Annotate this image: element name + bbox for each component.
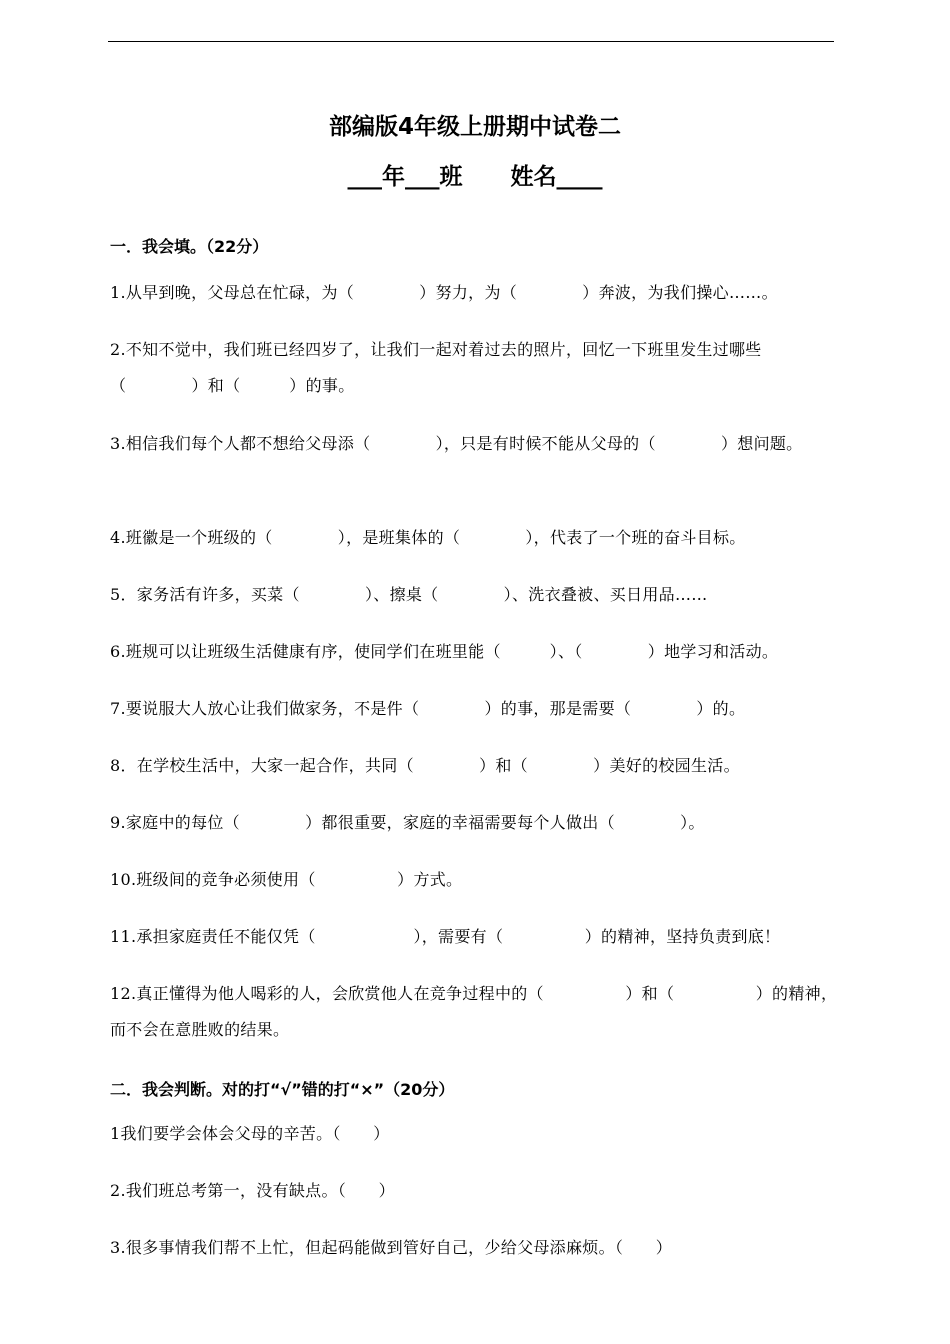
question-9: 9.家庭中的每位（ ）都很重要，家庭的幸福需要每个人做出（ ）。 bbox=[110, 813, 705, 832]
question-1: 1.从早到晚，父母总在忙碌，为（ ）努力，为（ ）奔波，为我们操心……。 bbox=[110, 283, 778, 302]
question-10: 10.班级间的竞争必须使用（ ）方式。 bbox=[110, 870, 463, 889]
section-heading-fill: 一．我会填。（22分） bbox=[110, 237, 269, 256]
question-6: 6.班规可以让班级生活健康有序，使同学们在班里能（ ）、（ ）地学习和活动。 bbox=[110, 642, 779, 661]
question-5: 5．家务活有许多，买菜（ ）、擦桌（ ）、洗衣叠被、买日用品…… bbox=[110, 585, 708, 604]
student-info-line: ___年___班 姓名____ bbox=[347, 164, 603, 190]
header-rule bbox=[108, 41, 834, 42]
judge-question-3: 3.很多事情我们帮不上忙，但起码能做到管好自己，少给父母添麻烦。（ ） bbox=[110, 1238, 673, 1257]
question-4: 4.班徽是一个班级的（ ），是班集体的（ ），代表了一个班的奋斗目标。 bbox=[110, 528, 746, 547]
question-12: 12.真正懂得为他人喝彩的人，会欣赏他人在竞争过程中的（ ）和（ ）的精神，而不会在意胜败的结果。 bbox=[110, 984, 838, 1039]
judge-question-1: 1我们要学会体会父母的辛苦。（ ） bbox=[110, 1124, 390, 1143]
question-3: 3.相信我们每个人都不想给父母添（ ），只是有时候不能从父母的（ ）想问题。 bbox=[110, 434, 803, 453]
question-11: 11.承担家庭责任不能仅凭（ ），需要有（ ）的精神，坚持负责到底！ bbox=[110, 927, 781, 946]
question-8: 8．在学校生活中，大家一起合作，共同（ ）和（ ）美好的校园生活。 bbox=[110, 756, 740, 775]
page-title: 部编版4年级上册期中试卷二 bbox=[328, 114, 621, 140]
judge-question-2: 2.我们班总考第一，没有缺点。（ ） bbox=[110, 1181, 395, 1200]
section-heading-judge: 二．我会判断。对的打“√”错的打“×”（20分） bbox=[110, 1080, 455, 1099]
question-2: 2.不知不觉中，我们班已经四岁了，让我们一起对着过去的照片，回忆一下班里发生过哪些（ ）和（ ）的事。 bbox=[110, 340, 762, 395]
question-7: 7.要说服大人放心让我们做家务，不是件（ ）的事，那是需要（ ）的。 bbox=[110, 699, 746, 718]
